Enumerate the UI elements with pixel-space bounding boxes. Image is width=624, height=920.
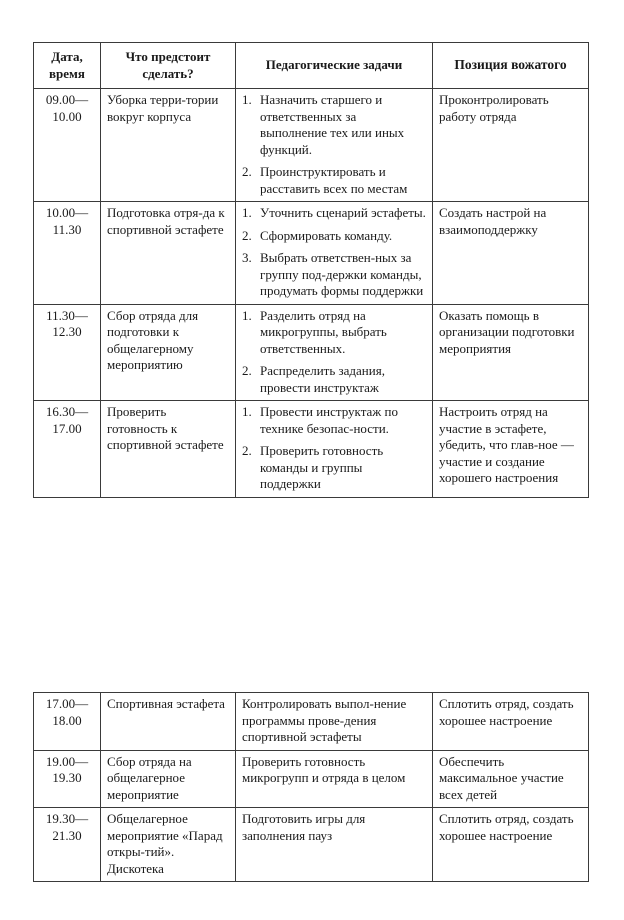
cell-position: Создать настрой на взаимоподдержку — [433, 202, 589, 305]
cell-tasks — [236, 401, 433, 498]
schedule-table-top — [33, 42, 589, 498]
task-text: Провести инструктаж по технике безопас-ности. — [260, 404, 398, 436]
header-todo: Что предстоит сделать? — [101, 43, 236, 89]
task-list — [242, 92, 426, 197]
cell-todo: Спортивная эстафета — [101, 693, 236, 751]
cell-tasks — [236, 89, 433, 202]
cell-position: Обеспечить максимальное участие всех детей — [433, 750, 589, 808]
table-row — [34, 304, 589, 401]
task-text: Уточнить сценарий эстафеты. — [260, 205, 426, 220]
list-item — [242, 205, 426, 222]
list-item — [242, 164, 426, 197]
list-number: 2. — [242, 164, 252, 179]
list-number: 1. — [242, 404, 252, 419]
task-list — [242, 308, 426, 397]
list-item — [242, 250, 426, 300]
list-number: 1. — [242, 205, 252, 220]
list-item — [242, 404, 426, 437]
cell-position: Настроить отряд на участие в эстафете, убедить, что глав-ное — участие и создание хорошего настроения — [433, 401, 589, 498]
table-row — [34, 808, 589, 882]
cell-todo: Сбор отряда на общелагерное мероприятие — [101, 750, 236, 808]
task-text: Проинструктировать и расставить всех по местам — [260, 164, 408, 196]
table-row — [34, 693, 589, 751]
list-item — [242, 228, 426, 245]
cell-time: 17.00— 18.00 — [34, 693, 101, 751]
cell-task: Проверить готовность микрогрупп и отряда в целом — [236, 750, 433, 808]
task-text: Назначить старшего и ответственных за выполнение тех или иных функций. — [260, 92, 405, 157]
list-item — [242, 443, 426, 493]
schedule-table-bottom — [33, 692, 589, 882]
task-list — [242, 205, 426, 300]
cell-todo: Сбор отряда для подготовки к общелагерному мероприятию — [101, 304, 236, 401]
table-row — [34, 89, 589, 202]
cell-time: 11.30— 12.30 — [34, 304, 101, 401]
cell-todo: Общелагерное мероприятие «Парад откры-тий». Дискотека — [101, 808, 236, 882]
cell-position: Оказать помощь в организации подготовки мероприятия — [433, 304, 589, 401]
cell-task: Контролировать выпол-нение программы прове-дения спортивной эстафеты — [236, 693, 433, 751]
header-row — [34, 43, 589, 89]
cell-time: 16.30— 17.00 — [34, 401, 101, 498]
cell-time: 19.00— 19.30 — [34, 750, 101, 808]
list-number: 2. — [242, 443, 252, 458]
header-counselor-position: Позиция вожатого — [433, 43, 589, 89]
task-text: Выбрать ответствен-ных за группу под-держки команды, продумать формы поддержки — [260, 250, 424, 298]
cell-position: Сплотить отряд, создать хорошее настроение — [433, 808, 589, 882]
header-date-time: Дата, время — [34, 43, 101, 89]
cell-time: 19.30— 21.30 — [34, 808, 101, 882]
list-number: 2. — [242, 227, 252, 243]
cell-todo: Подготовка отря-да к спортивной эстафете — [101, 202, 236, 305]
list-item — [242, 308, 426, 358]
list-item — [242, 92, 426, 158]
task-text: Разделить отряд на микрогруппы, выбрать ответственных. — [260, 307, 387, 356]
cell-todo: Уборка терри-тории вокруг корпуса — [101, 89, 236, 202]
cell-position: Сплотить отряд, создать хорошее настроение — [433, 693, 589, 751]
cell-time: 09.00— 10.00 — [34, 89, 101, 202]
task-text: Сформировать команду. — [260, 227, 393, 243]
header-pedagogical-tasks: Педагогические задачи — [236, 43, 433, 89]
list-number: 1. — [242, 307, 252, 323]
task-text: Распределить задания, провести инструктаж — [260, 363, 385, 395]
cell-task: Подготовить игры для заполнения пауз — [236, 808, 433, 882]
cell-position: Проконтролировать работу отряда — [433, 89, 589, 202]
list-item — [242, 363, 426, 396]
table-row — [34, 750, 589, 808]
table-row — [34, 202, 589, 305]
list-number: 3. — [242, 250, 252, 265]
cell-time: 10.00— 11.30 — [34, 202, 101, 305]
list-number: 2. — [242, 363, 252, 378]
task-text: Проверить готовность команды и группы поддержки — [260, 443, 384, 491]
cell-tasks — [236, 304, 433, 401]
cell-todo: Проверить готовность к спортивной эстафете — [101, 401, 236, 498]
table-row — [34, 401, 589, 498]
task-list — [242, 404, 426, 493]
list-number: 1. — [242, 92, 252, 107]
cell-tasks — [236, 202, 433, 305]
